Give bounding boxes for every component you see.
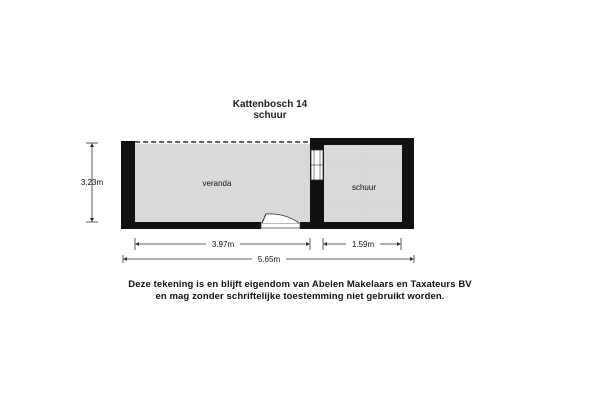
wall-schuur-top — [310, 138, 414, 145]
dimension-veranda-width-label: 3.97m — [211, 240, 235, 249]
room-label-schuur: schuur — [351, 183, 377, 192]
wall-schuur-bottom — [310, 222, 414, 229]
dimension-total-width-label: 5.65m — [257, 255, 281, 264]
dimension-height-label: 3.23m — [80, 178, 104, 187]
disclaimer-line-2: en mag zonder schriftelijke toestemming niet gebruikt worden. — [155, 291, 445, 302]
wall-left — [121, 141, 135, 229]
plan-title: Kattenbosch 14 — [232, 99, 308, 110]
window-icon — [311, 150, 323, 180]
plan-subtitle: schuur — [253, 110, 287, 121]
dimension-schuur-width-label: 1.59m — [351, 240, 375, 249]
disclaimer-line-1: Deze tekening is en blijft eigendom van Abelen Makelaars en Taxateurs BV — [128, 279, 472, 290]
wall-schuur-right — [402, 138, 414, 229]
room-label-veranda: veranda — [202, 179, 232, 188]
wall-bottom-veranda — [121, 222, 261, 229]
